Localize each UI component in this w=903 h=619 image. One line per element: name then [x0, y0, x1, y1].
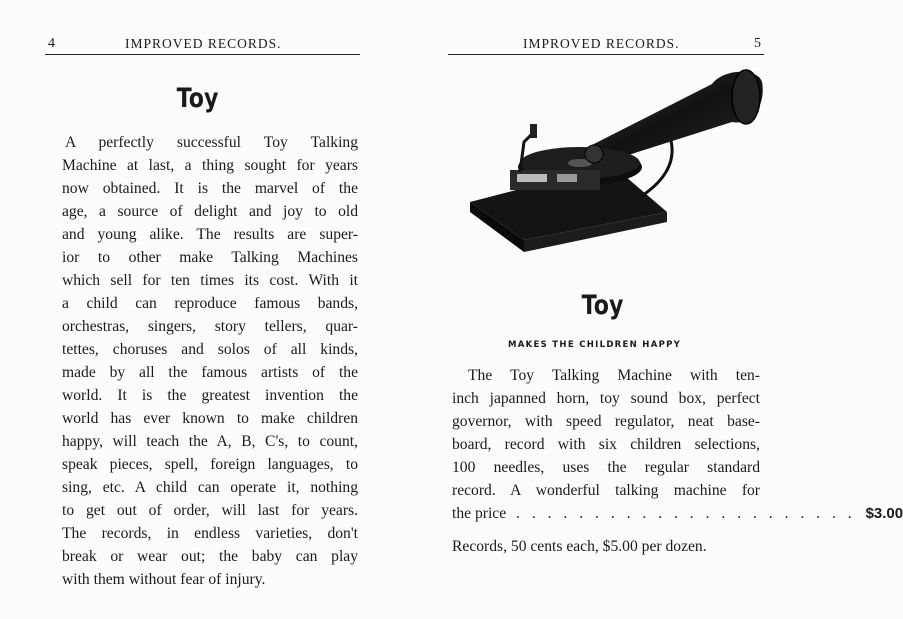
text-line: a child can reproduce famous bands,: [62, 295, 358, 312]
records-pricing: Records, 50 cents each, $5.00 per dozen.: [452, 538, 707, 555]
text-line: A perfectly successful Toy Talking: [65, 134, 358, 151]
price-label: the price: [452, 505, 507, 522]
text-line: record. A wonderful talking machine for: [452, 482, 760, 499]
text-line: and young alike. The results are super-: [62, 226, 358, 243]
text-line: sing, etc. A child can operate it, nothing: [62, 479, 358, 496]
price-line: [452, 502, 903, 525]
text-line: made by all the famous artists of the: [62, 364, 358, 381]
left-page: [0, 0, 400, 619]
page-number: 4: [48, 36, 56, 51]
text-line: orchestras, singers, story tellers, quar-: [62, 318, 358, 335]
text-line: ior to other make Talking Machines: [62, 249, 358, 266]
text-line: which sell for ten times its cost. With it: [62, 272, 358, 289]
price-value: $3.00: [865, 505, 903, 522]
text-line: with them without fear of injury.: [62, 571, 266, 588]
page-header: [448, 36, 764, 55]
text-line: 100 needles, uses the regular standard: [452, 459, 760, 476]
toy-talking-machine-illustration: [462, 62, 767, 254]
running-head: IMPROVED RECORDS.: [523, 36, 680, 51]
text-line: inch japanned horn, toy sound box, perfect: [452, 390, 760, 407]
text-line: to get out of order, will last for years.: [62, 502, 358, 519]
text-line: age, a source of delight and joy to old: [62, 203, 358, 220]
product-description: [452, 364, 903, 525]
running-head: IMPROVED RECORDS.: [125, 36, 282, 51]
dot-leader: . . . . . . . . . . . . . . . . . . . . . .: [516, 505, 856, 522]
page-title: Toy: [176, 83, 219, 114]
text-line: now obtained. It is the marvel of the: [62, 180, 358, 197]
text-line: board, record with six children selections,: [452, 436, 760, 453]
text-line: speak pieces, spell, foreign languages, to: [62, 456, 358, 473]
page-header: [45, 36, 360, 55]
page-number: 5: [754, 36, 762, 51]
product-title: Toy: [581, 290, 624, 321]
text-line: governor, with speed regulator, neat base-: [452, 413, 760, 430]
right-page: [400, 0, 903, 619]
text-line: The Toy Talking Machine with ten-: [468, 367, 760, 384]
text-line: The records, in endless varieties, don't: [62, 525, 358, 542]
text-line: Machine at last, a thing sought for years: [62, 157, 358, 174]
text-line: world has ever known to make children: [62, 410, 358, 427]
text-line: world. It is the greatest invention the: [62, 387, 358, 404]
text-line: happy, will teach the A, B, C's, to count,: [62, 433, 358, 450]
text-line: break or wear out; the baby can play: [62, 548, 358, 565]
product-subtitle: MAKES THE CHILDREN HAPPY: [508, 340, 682, 350]
text-line: tettes, choruses and solos of all kinds,: [62, 341, 358, 358]
body-text: [62, 131, 358, 591]
